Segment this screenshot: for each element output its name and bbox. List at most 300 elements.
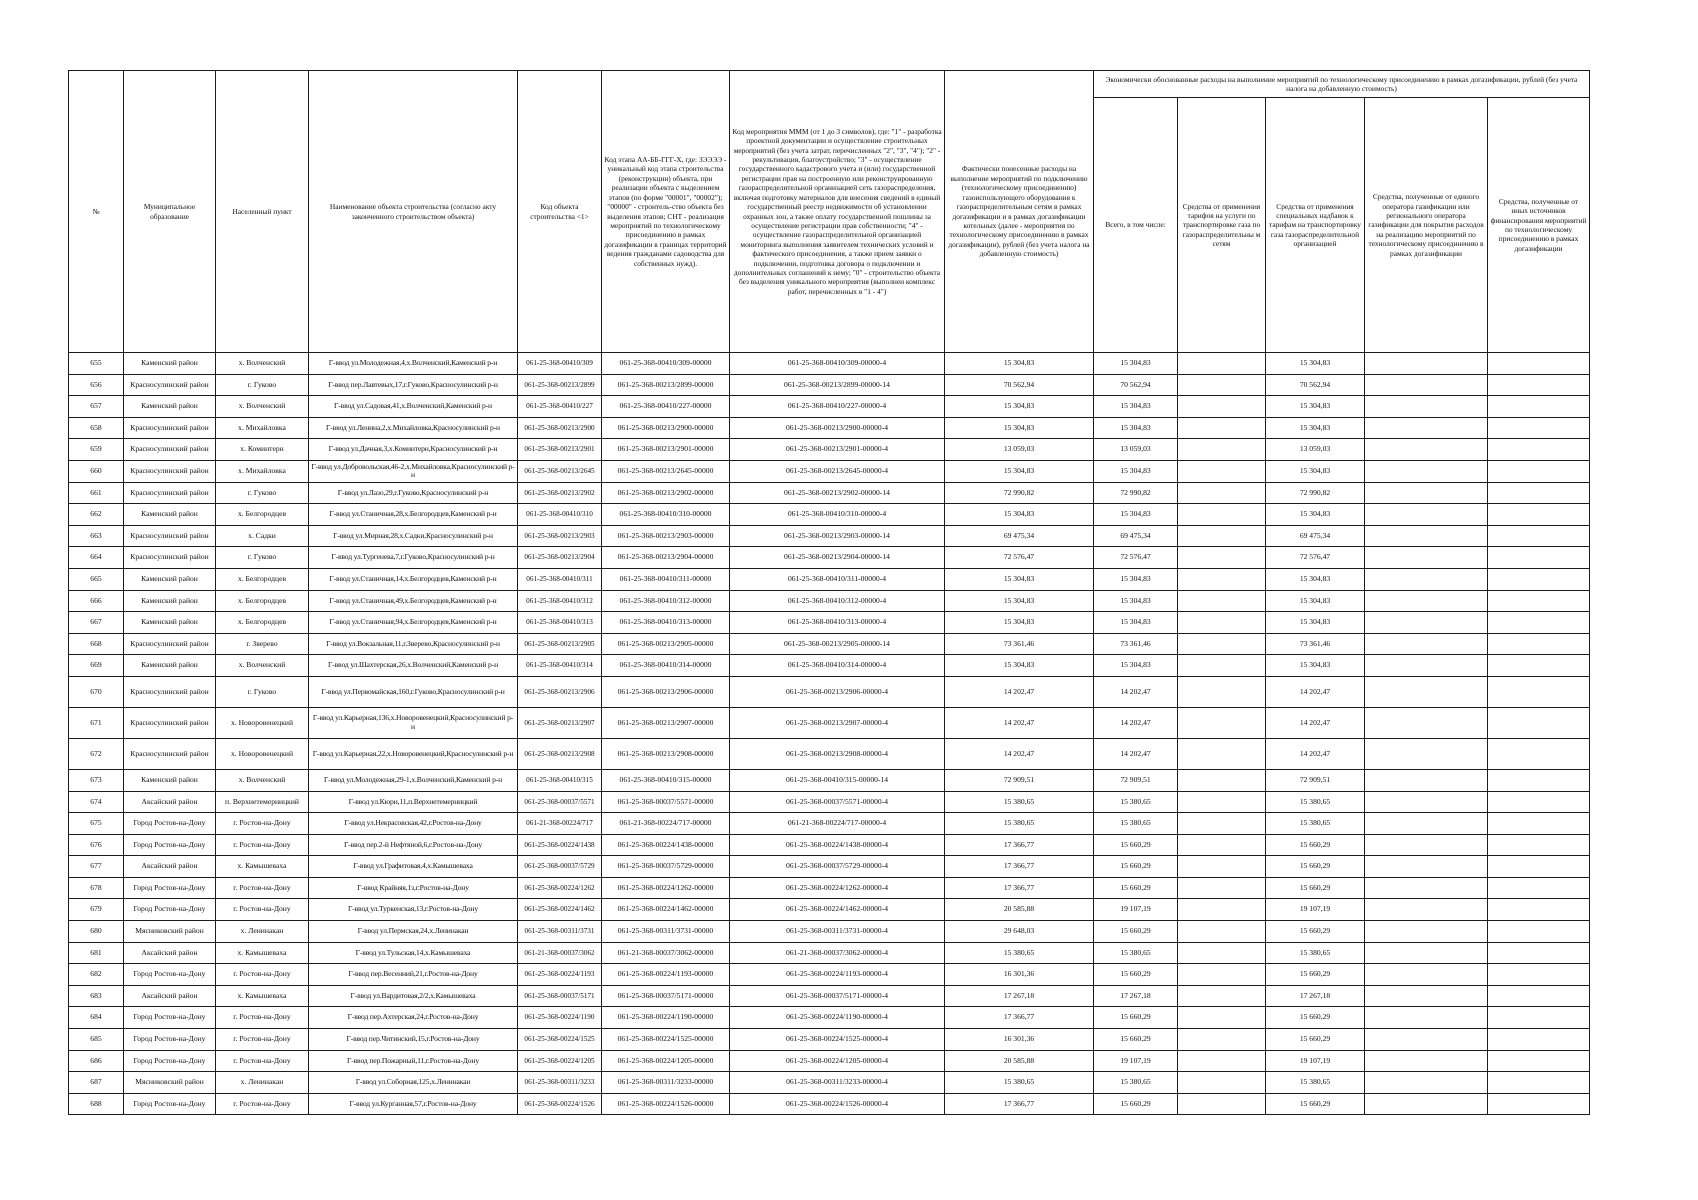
special-markups-cell: 15 660,29 bbox=[1266, 877, 1365, 899]
tariff-transport-cell bbox=[1178, 612, 1266, 634]
special-markups-cell: 15 660,29 bbox=[1266, 1007, 1365, 1029]
tariff-transport-cell bbox=[1178, 1007, 1266, 1029]
total-cell: 14 202,47 bbox=[1094, 676, 1178, 707]
settlement-cell: х. Камышеваха bbox=[216, 942, 309, 964]
settlement-cell: г. Зверево bbox=[216, 633, 309, 655]
total-cell: 72 576,47 bbox=[1094, 547, 1178, 569]
tariff-transport-cell bbox=[1178, 769, 1266, 791]
total-cell: 19 107,19 bbox=[1094, 899, 1178, 921]
object-code-cell: 061-25-368-00224/1438 bbox=[518, 834, 602, 856]
object-name-cell: Г-ввод ул.Мирная,28,х.Садки,Красносулинский р-н bbox=[309, 525, 518, 547]
event-code-cell: 061-25-368-00213/2902-00000-14 bbox=[730, 482, 945, 504]
special-markups-cell: 14 202,47 bbox=[1266, 676, 1365, 707]
header-event-code: Код мероприятия МММ (от 1 до 3 символов), где: "1" - разработка проектной документации и осуществление строительных мероприятий (без учета затрат, перечисленных "2", "3", "4"); "2" - рекультивация, благоустройство; "3" - осуществление государственного кадастрового учета и (или) государственной регистрации прав на построенную или реконструированную газораспределительной организацией сеть газораспределения, включая подготовку материалов для внесения сведений в единый государственный реестр недвижимости об установлении охранных зон, а также оплату государственной пошлины за осуществление регистрации прав собственности; "4" - осуществление газораспределительной организацией мониторинга выполнения заявителем технических условий и фактического присоединения, а также прием заявки о подключении, подготовка договора о подключении и дополнительных соглашений к нему; "0" - строительство объекта без выделения уникального мероприятия (выполнен комплекс работ, перечисленных в "1 - 4") bbox=[730, 71, 945, 353]
header-object-name: Наименование объекта строительства (согласно акту законченного строительством объекта) bbox=[309, 71, 518, 353]
row-number-cell: 667 bbox=[69, 612, 124, 634]
actual-costs-cell: 73 361,46 bbox=[945, 633, 1094, 655]
total-cell: 15 304,83 bbox=[1094, 655, 1178, 677]
settlement-cell: х. Камышеваха bbox=[216, 985, 309, 1007]
object-code-cell: 061-25-368-00311/3731 bbox=[518, 921, 602, 943]
single-operator-cell bbox=[1365, 633, 1488, 655]
event-code-cell: 061-25-368-00311/3731-00000-4 bbox=[730, 921, 945, 943]
object-code-cell: 061-25-368-00224/1526 bbox=[518, 1093, 602, 1115]
total-cell: 15 660,29 bbox=[1094, 877, 1178, 899]
tariff-transport-cell bbox=[1178, 482, 1266, 504]
other-sources-cell bbox=[1488, 964, 1590, 986]
stage-code-cell: 061-25-368-00224/1462-00000 bbox=[602, 899, 730, 921]
event-code-cell: 061-25-368-00224/1262-00000-4 bbox=[730, 877, 945, 899]
special-markups-cell: 15 660,29 bbox=[1266, 834, 1365, 856]
municipality-cell: Красносулинский район bbox=[124, 633, 216, 655]
object-code-cell: 061-25-368-00213/2900 bbox=[518, 417, 602, 439]
other-sources-cell bbox=[1488, 942, 1590, 964]
header-total: Всего, в том числе: bbox=[1094, 98, 1178, 353]
tariff-transport-cell bbox=[1178, 877, 1266, 899]
object-code-cell: 061-25-368-00213/2904 bbox=[518, 547, 602, 569]
total-cell: 15 380,65 bbox=[1094, 791, 1178, 813]
object-name-cell: Г-ввод ул.Некрасовская,42,г.Ростов-на-Дону bbox=[309, 813, 518, 835]
row-number-cell: 678 bbox=[69, 877, 124, 899]
settlement-cell: г. Ростов-на-Дону bbox=[216, 1093, 309, 1115]
settlement-cell: х. Садки bbox=[216, 525, 309, 547]
tariff-transport-cell bbox=[1178, 1050, 1266, 1072]
single-operator-cell bbox=[1365, 374, 1488, 396]
single-operator-cell bbox=[1365, 738, 1488, 769]
municipality-cell: Город Ростов-на-Дону bbox=[124, 964, 216, 986]
other-sources-cell bbox=[1488, 1093, 1590, 1115]
other-sources-cell bbox=[1488, 834, 1590, 856]
total-cell: 72 990,82 bbox=[1094, 482, 1178, 504]
tariff-transport-cell bbox=[1178, 676, 1266, 707]
total-cell: 15 380,65 bbox=[1094, 813, 1178, 835]
actual-costs-cell: 69 475,34 bbox=[945, 525, 1094, 547]
single-operator-cell bbox=[1365, 525, 1488, 547]
single-operator-cell bbox=[1365, 813, 1488, 835]
row-number-cell: 656 bbox=[69, 374, 124, 396]
single-operator-cell bbox=[1365, 791, 1488, 813]
tariff-transport-cell bbox=[1178, 353, 1266, 375]
settlement-cell: х. Белгородцев bbox=[216, 590, 309, 612]
municipality-cell: Город Ростов-на-Дону bbox=[124, 834, 216, 856]
single-operator-cell bbox=[1365, 985, 1488, 1007]
object-code-cell: 061-25-368-00213/2907 bbox=[518, 707, 602, 738]
object-name-cell: Г-ввод ул.Тульская,14,х.Камышеваха bbox=[309, 942, 518, 964]
row-number-cell: 657 bbox=[69, 396, 124, 418]
other-sources-cell bbox=[1488, 813, 1590, 835]
special-markups-cell: 72 576,47 bbox=[1266, 547, 1365, 569]
tariff-transport-cell bbox=[1178, 568, 1266, 590]
actual-costs-cell: 17 366,77 bbox=[945, 877, 1094, 899]
tariff-transport-cell bbox=[1178, 1029, 1266, 1051]
object-code-cell: 061-25-368-00410/314 bbox=[518, 655, 602, 677]
stage-code-cell: 061-25-368-00311/3731-00000 bbox=[602, 921, 730, 943]
table-row bbox=[69, 676, 1590, 707]
other-sources-cell bbox=[1488, 353, 1590, 375]
table-row bbox=[69, 439, 1590, 461]
stage-code-cell: 061-25-368-00037/5171-00000 bbox=[602, 985, 730, 1007]
tariff-transport-cell bbox=[1178, 791, 1266, 813]
object-name-cell: Г-ввод пер.Лавтевых,17,г.Гуково,Красносулинский р-н bbox=[309, 374, 518, 396]
row-number-cell: 661 bbox=[69, 482, 124, 504]
single-operator-cell bbox=[1365, 396, 1488, 418]
row-number-cell: 685 bbox=[69, 1029, 124, 1051]
object-name-cell: Г-ввод ул.Карьерная,22,х.Новоровенецкий,Красносулинский р-н bbox=[309, 738, 518, 769]
row-number-cell: 677 bbox=[69, 856, 124, 878]
municipality-cell: Каменский район bbox=[124, 590, 216, 612]
table-row bbox=[69, 417, 1590, 439]
table-row bbox=[69, 396, 1590, 418]
event-code-cell: 061-25-368-00410/312-00000-4 bbox=[730, 590, 945, 612]
object-name-cell: Г-ввод пер.Весенний,21,г.Ростов-на-Дону bbox=[309, 964, 518, 986]
table-row bbox=[69, 964, 1590, 986]
row-number-cell: 672 bbox=[69, 738, 124, 769]
single-operator-cell bbox=[1365, 1007, 1488, 1029]
single-operator-cell bbox=[1365, 417, 1488, 439]
tariff-transport-cell bbox=[1178, 707, 1266, 738]
total-cell: 14 202,47 bbox=[1094, 738, 1178, 769]
other-sources-cell bbox=[1488, 707, 1590, 738]
object-name-cell: Г-ввод ул.Графитовая,4,х.Камышеваха bbox=[309, 856, 518, 878]
total-cell: 13 059,03 bbox=[1094, 439, 1178, 461]
total-cell: 15 660,29 bbox=[1094, 1007, 1178, 1029]
object-name-cell: Г-ввод пер.Ахтерская,24,г.Ростов-на-Дону bbox=[309, 1007, 518, 1029]
actual-costs-cell: 72 990,82 bbox=[945, 482, 1094, 504]
settlement-cell: х. Коминтерн bbox=[216, 439, 309, 461]
actual-costs-cell: 15 304,83 bbox=[945, 590, 1094, 612]
object-name-cell: Г-ввод ул.Станичная,28,х.Белгородцев,Каменский р-н bbox=[309, 504, 518, 526]
object-code-cell: 061-25-368-00410/310 bbox=[518, 504, 602, 526]
tariff-transport-cell bbox=[1178, 813, 1266, 835]
event-code-cell: 061-21-368-00037/3062-00000-4 bbox=[730, 942, 945, 964]
stage-code-cell: 061-25-368-00224/1190-00000 bbox=[602, 1007, 730, 1029]
municipality-cell: Красносулинский район bbox=[124, 707, 216, 738]
row-number-cell: 670 bbox=[69, 676, 124, 707]
header-other-sources: Средства, полученные от иных источников финансирования мероприятий по технологическому присоединению в рамках догазификации bbox=[1488, 98, 1590, 353]
settlement-cell: х. Волченский bbox=[216, 655, 309, 677]
row-number-cell: 676 bbox=[69, 834, 124, 856]
settlement-cell: х. Белгородцев bbox=[216, 504, 309, 526]
row-number-cell: 659 bbox=[69, 439, 124, 461]
municipality-cell: Аксайский район bbox=[124, 791, 216, 813]
settlement-cell: х. Волченский bbox=[216, 353, 309, 375]
other-sources-cell bbox=[1488, 504, 1590, 526]
actual-costs-cell: 15 304,83 bbox=[945, 396, 1094, 418]
settlement-cell: п. Верхнетемерницкий bbox=[216, 791, 309, 813]
other-sources-cell bbox=[1488, 460, 1590, 482]
event-code-cell: 061-25-368-00410/313-00000-4 bbox=[730, 612, 945, 634]
event-code-cell: 061-25-368-00224/1205-00000-4 bbox=[730, 1050, 945, 1072]
municipality-cell: Аксайский район bbox=[124, 985, 216, 1007]
actual-costs-cell: 15 304,83 bbox=[945, 460, 1094, 482]
object-name-cell: Г-ввод ул.Курганная,57,г.Ростов-на-Дону bbox=[309, 1093, 518, 1115]
object-code-cell: 061-25-368-00224/1190 bbox=[518, 1007, 602, 1029]
other-sources-cell bbox=[1488, 439, 1590, 461]
total-cell: 15 380,65 bbox=[1094, 1072, 1178, 1094]
single-operator-cell bbox=[1365, 856, 1488, 878]
row-number-cell: 660 bbox=[69, 460, 124, 482]
other-sources-cell bbox=[1488, 655, 1590, 677]
object-name-cell: Г-ввод пер.2-й Нефтяной,6,г.Ростов-на-Дону bbox=[309, 834, 518, 856]
settlement-cell: х. Ленинакан bbox=[216, 1072, 309, 1094]
table-row bbox=[69, 655, 1590, 677]
single-operator-cell bbox=[1365, 1072, 1488, 1094]
object-name-cell: Г-ввод ул.Пермская,24,х.Ленинакан bbox=[309, 921, 518, 943]
event-code-cell: 061-25-368-00037/5171-00000-4 bbox=[730, 985, 945, 1007]
object-name-cell: Г-ввод ул.Ленина,2,х.Михайловка,Красносулинский р-н bbox=[309, 417, 518, 439]
special-markups-cell: 73 361,46 bbox=[1266, 633, 1365, 655]
actual-costs-cell: 15 380,65 bbox=[945, 813, 1094, 835]
stage-code-cell: 061-25-368-00213/2899-00000 bbox=[602, 374, 730, 396]
stage-code-cell: 061-25-368-00037/5571-00000 bbox=[602, 791, 730, 813]
event-code-cell: 061-25-368-00410/314-00000-4 bbox=[730, 655, 945, 677]
stage-code-cell: 061-25-368-00224/1526-00000 bbox=[602, 1093, 730, 1115]
other-sources-cell bbox=[1488, 1029, 1590, 1051]
actual-costs-cell: 70 562,94 bbox=[945, 374, 1094, 396]
total-cell: 15 304,83 bbox=[1094, 504, 1178, 526]
object-code-cell: 061-25-368-00224/1462 bbox=[518, 899, 602, 921]
table-row bbox=[69, 612, 1590, 634]
table-row bbox=[69, 791, 1590, 813]
object-code-cell: 061-25-368-00213/2908 bbox=[518, 738, 602, 769]
actual-costs-cell: 15 304,83 bbox=[945, 417, 1094, 439]
table-row bbox=[69, 353, 1590, 375]
special-markups-cell: 15 304,83 bbox=[1266, 655, 1365, 677]
row-number-cell: 666 bbox=[69, 590, 124, 612]
object-name-cell: Г-ввод ул.Тургенева,7,г.Гуково,Красносулинский р-н bbox=[309, 547, 518, 569]
other-sources-cell bbox=[1488, 374, 1590, 396]
other-sources-cell bbox=[1488, 921, 1590, 943]
actual-costs-cell: 15 304,83 bbox=[945, 568, 1094, 590]
actual-costs-cell: 17 366,77 bbox=[945, 856, 1094, 878]
object-code-cell: 061-25-368-00213/2901 bbox=[518, 439, 602, 461]
row-number-cell: 687 bbox=[69, 1072, 124, 1094]
tariff-transport-cell bbox=[1178, 590, 1266, 612]
municipality-cell: Каменский район bbox=[124, 769, 216, 791]
single-operator-cell bbox=[1365, 590, 1488, 612]
table-row bbox=[69, 460, 1590, 482]
actual-costs-cell: 15 380,65 bbox=[945, 1072, 1094, 1094]
event-code-cell: 061-25-368-00410/309-00000-4 bbox=[730, 353, 945, 375]
single-operator-cell bbox=[1365, 460, 1488, 482]
municipality-cell: Красносулинский район bbox=[124, 525, 216, 547]
stage-code-cell: 061-25-368-00224/1193-00000 bbox=[602, 964, 730, 986]
event-code-cell: 061-25-368-00224/1525-00000-4 bbox=[730, 1029, 945, 1051]
total-cell: 73 361,46 bbox=[1094, 633, 1178, 655]
municipality-cell: Аксайский район bbox=[124, 942, 216, 964]
stage-code-cell: 061-25-368-00410/310-00000 bbox=[602, 504, 730, 526]
stage-code-cell: 061-21-368-00037/3062-00000 bbox=[602, 942, 730, 964]
special-markups-cell: 72 909,51 bbox=[1266, 769, 1365, 791]
row-number-cell: 686 bbox=[69, 1050, 124, 1072]
settlement-cell: г. Гуково bbox=[216, 676, 309, 707]
object-name-cell: Г-ввод ул.Дачная,3,х.Коминтерн,Красносулинский р-н bbox=[309, 439, 518, 461]
table-body bbox=[69, 353, 1590, 1115]
event-code-cell: 061-25-368-00213/2900-00000-4 bbox=[730, 417, 945, 439]
special-markups-cell: 15 380,65 bbox=[1266, 1072, 1365, 1094]
table-row bbox=[69, 877, 1590, 899]
object-name-cell: Г-ввод ул.Станичная,14,х.Белгородцев,Каменский р-н bbox=[309, 568, 518, 590]
single-operator-cell bbox=[1365, 707, 1488, 738]
event-code-cell: 061-25-368-00213/2906-00000-4 bbox=[730, 676, 945, 707]
table-row bbox=[69, 985, 1590, 1007]
tariff-transport-cell bbox=[1178, 633, 1266, 655]
actual-costs-cell: 17 366,77 bbox=[945, 1093, 1094, 1115]
actual-costs-cell: 17 267,18 bbox=[945, 985, 1094, 1007]
special-markups-cell: 15 380,65 bbox=[1266, 942, 1365, 964]
municipality-cell: Каменский район bbox=[124, 396, 216, 418]
event-code-cell: 061-25-368-00311/3233-00000-4 bbox=[730, 1072, 945, 1094]
object-name-cell: Г-ввод ул.Карьерная,136,х.Новоровенецкий,Красносулинский р-н bbox=[309, 707, 518, 738]
actual-costs-cell: 29 648,03 bbox=[945, 921, 1094, 943]
settlement-cell: х. Новоровенецкий bbox=[216, 707, 309, 738]
event-code-cell: 061-25-368-00410/315-00000-14 bbox=[730, 769, 945, 791]
other-sources-cell bbox=[1488, 1072, 1590, 1094]
special-markups-cell: 19 107,19 bbox=[1266, 1050, 1365, 1072]
tariff-transport-cell bbox=[1178, 834, 1266, 856]
actual-costs-cell: 14 202,47 bbox=[945, 738, 1094, 769]
stage-code-cell: 061-25-368-00410/227-00000 bbox=[602, 396, 730, 418]
total-cell: 14 202,47 bbox=[1094, 707, 1178, 738]
total-cell: 15 304,83 bbox=[1094, 396, 1178, 418]
tariff-transport-cell bbox=[1178, 547, 1266, 569]
single-operator-cell bbox=[1365, 655, 1488, 677]
municipality-cell: Красносулинский район bbox=[124, 460, 216, 482]
stage-code-cell: 061-25-368-00213/2903-00000 bbox=[602, 525, 730, 547]
object-name-cell: Г-ввод ул.Первомайская,160,г.Гуково,Красносулинский р-н bbox=[309, 676, 518, 707]
single-operator-cell bbox=[1365, 921, 1488, 943]
object-name-cell: Г-ввод ул.Шахтерская,26,х.Волченский,Каменский р-н bbox=[309, 655, 518, 677]
object-code-cell: 061-25-368-00410/315 bbox=[518, 769, 602, 791]
municipality-cell: Мясниковский район bbox=[124, 921, 216, 943]
other-sources-cell bbox=[1488, 1050, 1590, 1072]
special-markups-cell: 15 304,83 bbox=[1266, 504, 1365, 526]
event-code-cell: 061-25-368-00224/1462-00000-4 bbox=[730, 899, 945, 921]
object-code-cell: 061-25-368-00037/5729 bbox=[518, 856, 602, 878]
object-code-cell: 061-25-368-00213/2903 bbox=[518, 525, 602, 547]
single-operator-cell bbox=[1365, 769, 1488, 791]
row-number-cell: 683 bbox=[69, 985, 124, 1007]
table-row bbox=[69, 525, 1590, 547]
tariff-transport-cell bbox=[1178, 460, 1266, 482]
single-operator-cell bbox=[1365, 547, 1488, 569]
tariff-transport-cell bbox=[1178, 417, 1266, 439]
object-name-cell: Г-ввод ул.Вокзальная,11,г.Зверево,Красносулинский р-н bbox=[309, 633, 518, 655]
tariff-transport-cell bbox=[1178, 942, 1266, 964]
special-markups-cell: 15 304,83 bbox=[1266, 612, 1365, 634]
table-row bbox=[69, 834, 1590, 856]
row-number-cell: 679 bbox=[69, 899, 124, 921]
actual-costs-cell: 20 585,88 bbox=[945, 1050, 1094, 1072]
row-number-cell: 664 bbox=[69, 547, 124, 569]
municipality-cell: Каменский район bbox=[124, 612, 216, 634]
settlement-cell: х. Белгородцев bbox=[216, 612, 309, 634]
header-actual-costs: Фактически понесенные расходы на выполнение мероприятий по подключению (технологическому присоединению) газоиспользующего оборудования к газораспределительным сетям в рамках догазификации и в рамках догазификации котельных (далее - мероприятия по технологическому присоединению в рамках догазификации), рублей (без учета налога на добавленную стоимость) bbox=[945, 71, 1094, 353]
object-name-cell: Г-ввод ул.Садовая,41,х.Волченский,Каменский р-н bbox=[309, 396, 518, 418]
stage-code-cell: 061-25-368-00224/1438-00000 bbox=[602, 834, 730, 856]
settlement-cell: г. Гуково bbox=[216, 374, 309, 396]
other-sources-cell bbox=[1488, 417, 1590, 439]
tariff-transport-cell bbox=[1178, 899, 1266, 921]
header-municipality: Муниципальное образование bbox=[124, 71, 216, 353]
other-sources-cell bbox=[1488, 769, 1590, 791]
row-number-cell: 674 bbox=[69, 791, 124, 813]
table-row bbox=[69, 856, 1590, 878]
settlement-cell: г. Ростов-на-Дону bbox=[216, 899, 309, 921]
total-cell: 15 660,29 bbox=[1094, 964, 1178, 986]
object-code-cell: 061-25-368-00213/2645 bbox=[518, 460, 602, 482]
actual-costs-cell: 14 202,47 bbox=[945, 676, 1094, 707]
table-row bbox=[69, 482, 1590, 504]
total-cell: 17 267,18 bbox=[1094, 985, 1178, 1007]
row-number-cell: 673 bbox=[69, 769, 124, 791]
municipality-cell: Красносулинский район bbox=[124, 738, 216, 769]
total-cell: 19 107,19 bbox=[1094, 1050, 1178, 1072]
stage-code-cell: 061-25-368-00213/2907-00000 bbox=[602, 707, 730, 738]
object-code-cell: 061-25-368-00213/2899 bbox=[518, 374, 602, 396]
actual-costs-cell: 72 576,47 bbox=[945, 547, 1094, 569]
other-sources-cell bbox=[1488, 738, 1590, 769]
settlement-cell: х. Ленинакан bbox=[216, 921, 309, 943]
stage-code-cell: 061-25-368-00410/314-00000 bbox=[602, 655, 730, 677]
table-row bbox=[69, 374, 1590, 396]
row-number-cell: 681 bbox=[69, 942, 124, 964]
gasification-costs-table bbox=[68, 70, 1590, 1115]
actual-costs-cell: 15 380,65 bbox=[945, 791, 1094, 813]
special-markups-cell: 15 660,29 bbox=[1266, 1093, 1365, 1115]
other-sources-cell bbox=[1488, 525, 1590, 547]
stage-code-cell: 061-21-368-00224/717-00000 bbox=[602, 813, 730, 835]
object-name-cell: Г-ввод ул.Молодежная,29-1,х.Волченский,Каменский р-н bbox=[309, 769, 518, 791]
special-markups-cell: 69 475,34 bbox=[1266, 525, 1365, 547]
single-operator-cell bbox=[1365, 899, 1488, 921]
total-cell: 15 304,83 bbox=[1094, 460, 1178, 482]
municipality-cell: Город Ростов-на-Дону bbox=[124, 813, 216, 835]
single-operator-cell bbox=[1365, 353, 1488, 375]
settlement-cell: г. Ростов-на-Дону bbox=[216, 877, 309, 899]
stage-code-cell: 061-25-368-00213/2906-00000 bbox=[602, 676, 730, 707]
actual-costs-cell: 17 366,77 bbox=[945, 1007, 1094, 1029]
settlement-cell: х. Новоровенецкий bbox=[216, 738, 309, 769]
table-row bbox=[69, 813, 1590, 835]
settlement-cell: г. Ростов-на-Дону bbox=[216, 834, 309, 856]
total-cell: 70 562,94 bbox=[1094, 374, 1178, 396]
event-code-cell: 061-25-368-00224/1526-00000-4 bbox=[730, 1093, 945, 1115]
tariff-transport-cell bbox=[1178, 738, 1266, 769]
municipality-cell: Каменский район bbox=[124, 504, 216, 526]
object-code-cell: 061-25-368-00213/2905 bbox=[518, 633, 602, 655]
table-header bbox=[69, 71, 1590, 353]
row-number-cell: 684 bbox=[69, 1007, 124, 1029]
table-row bbox=[69, 547, 1590, 569]
municipality-cell: Мясниковский район bbox=[124, 1072, 216, 1094]
actual-costs-cell: 15 304,83 bbox=[945, 655, 1094, 677]
settlement-cell: х. Белгородцев bbox=[216, 568, 309, 590]
table-row bbox=[69, 942, 1590, 964]
municipality-cell: Красносулинский район bbox=[124, 482, 216, 504]
tariff-transport-cell bbox=[1178, 985, 1266, 1007]
single-operator-cell bbox=[1365, 1050, 1488, 1072]
table-row bbox=[69, 1007, 1590, 1029]
total-cell: 15 660,29 bbox=[1094, 834, 1178, 856]
event-code-cell: 061-25-368-00410/311-00000-4 bbox=[730, 568, 945, 590]
stage-code-cell: 061-25-368-00224/1262-00000 bbox=[602, 877, 730, 899]
settlement-cell: х. Камышеваха bbox=[216, 856, 309, 878]
actual-costs-cell: 15 304,83 bbox=[945, 504, 1094, 526]
stage-code-cell: 061-25-368-00410/309-00000 bbox=[602, 353, 730, 375]
municipality-cell: Город Ростов-на-Дону bbox=[124, 1093, 216, 1115]
other-sources-cell bbox=[1488, 985, 1590, 1007]
event-code-cell: 061-25-368-00213/2645-00000-4 bbox=[730, 460, 945, 482]
